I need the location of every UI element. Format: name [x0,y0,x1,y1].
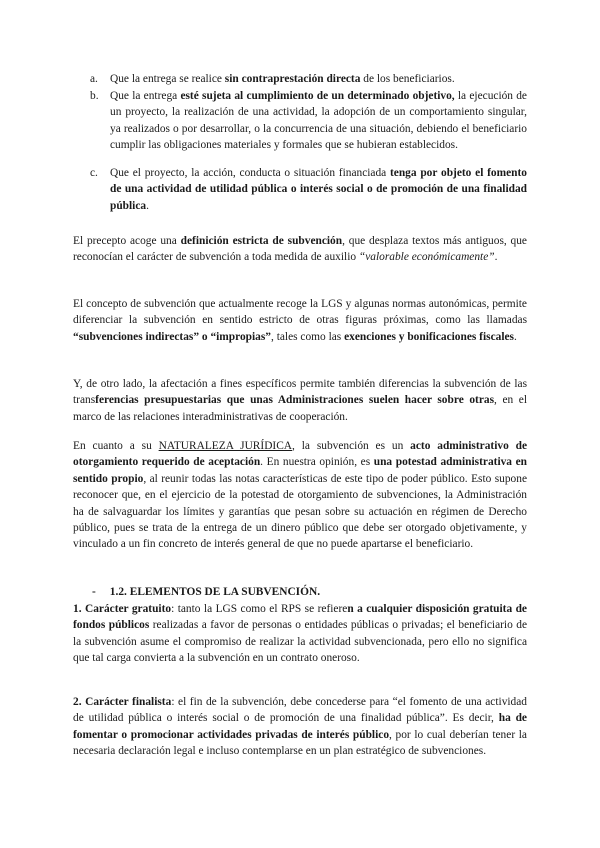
list-marker-b: b. [90,90,99,102]
section-bullet: - [92,586,96,598]
bold-run: tenga por objeto el fomento de una actividad de utilidad pública o interés social o de promoción de una finalidad pública [110,167,527,212]
text-run: . En nuestra opinión, es [260,456,374,469]
text-run: , la subvención es un [292,440,411,452]
bold-run: sin contraprestación directa [224,73,361,85]
text-run: , en el marco de las relaciones interadministrativas de cooperación. [73,394,528,423]
italic-run: “valorable económicamente” [358,251,495,264]
text-run: : tanto la LGS como el RPS se refiere [171,603,348,615]
text-run: El concepto de subvención que actualmente recoge la LGS y algunas normas autonómicas, permite diferenciar la subvención en sentido estricto de otras figuras próximas, como las llamadas [73,298,527,327]
text-run: Que la entrega se realice [110,73,225,85]
bold-run: esté sujeta al cumplimiento de un determinado objetivo, [180,90,455,102]
text-run: realizadas a favor de personas o entidades públicas o privadas; el beneficiario de la subvención asume el compromiso de realizar la actividad subvencionada, pero ello no significa que tal carga convierta a la subvención en un contrato oneroso. [73,619,527,665]
text-run: . [494,251,498,264]
bold-run: n a cualquier disposición gratuita de fondos públicos [73,603,527,632]
caracter-finalista-paragraph [73,694,527,760]
caracter-gratuito-paragraph [73,601,527,667]
bold-run: “subvenciones indirectas” o “impropias” [73,330,271,343]
text-run: : el fin de la subvención, debe concederse para “el fomento de una actividad de utilidad pública o interés social o de promoción de una finalidad pública”. Es decir, [73,696,528,725]
naturaleza-paragraph [73,438,527,553]
text-run: la ejecución de un proyecto, la realización de una actividad, la adopción de un comportamiento singular, ya realizados o por desarrollar, o la concurrencia de una situación, debiendo el beneficiario cumplir las obligaciones materiales y formales que se hubieran establecidos. [110,90,527,152]
text-run: Y, de otro lado, la afectación a fines específicos permite también diferencias la subvención de las trans [73,378,527,407]
bold-run: 2. Carácter finalista [73,696,172,708]
text-run: . [146,199,149,212]
text-run: de los beneficiarios. [360,73,455,85]
text-run: , tales como las [271,330,345,343]
text-run: Que la entrega [110,90,181,102]
list-item-c [110,165,527,214]
section-heading [92,584,522,600]
bold-run: 1. Carácter gratuito [73,603,172,615]
list-item-b [110,88,527,154]
bold-run: acto administrativo de otorgamiento requerido de aceptación [73,440,528,469]
text-run: El precepto acoge una [73,235,181,247]
text-run: En cuanto a su [73,440,159,452]
list-item-a [110,71,527,87]
bold-run: ha de fomentar o promocionar actividades privadas de interés público [73,712,527,741]
afectacion-paragraph [73,376,527,425]
bold-run: ferencias presupuestarias que unas Administraciones suelen hacer sobre otras [95,394,495,407]
section-heading-text: 1.2. ELEMENTOS DE LA SUBVENCIÓN. [109,586,321,598]
text-run: , al reunir todas las notas características de este tipo de poder público. Esto supone reconocer que, en el ejercicio de la potestad de otorgamiento de subvenciones, la Administración ha de salvaguardar los límites y garantías que pesan sobre su actuación en régimen de Derecho público, pues se trata de la entrega de un dinero público que debe ser otorgado objetivamente, y vinculado a un fin concreto de interés general de que no puede apartarse el beneficiario. [73,472,528,551]
text-run: . [513,330,517,343]
precepto-paragraph [73,233,527,266]
bold-run: definición estricta de subvención [180,235,343,247]
list-marker-c: c. [90,167,98,179]
bold-run: exenciones y bonificaciones fiscales [344,330,514,343]
list-marker-a: a. [90,73,98,85]
concepto-paragraph [73,296,527,345]
text-run: , por lo cual deberían tener la necesaria declaración legal e incluso contemplarse en un plan estratégico de subvenciones. [73,728,527,758]
text-run: , que desplaza textos más antiguos, que reconocían el carácter de subvención a toda medida de auxilio [73,235,527,264]
underlined-run: NATURALEZA JURÍDICA [158,440,293,452]
text-run: Que el proyecto, la acción, conducta o situación financiada [110,167,390,179]
bold-run: una potestad administrativa en sentido propio [73,456,528,485]
